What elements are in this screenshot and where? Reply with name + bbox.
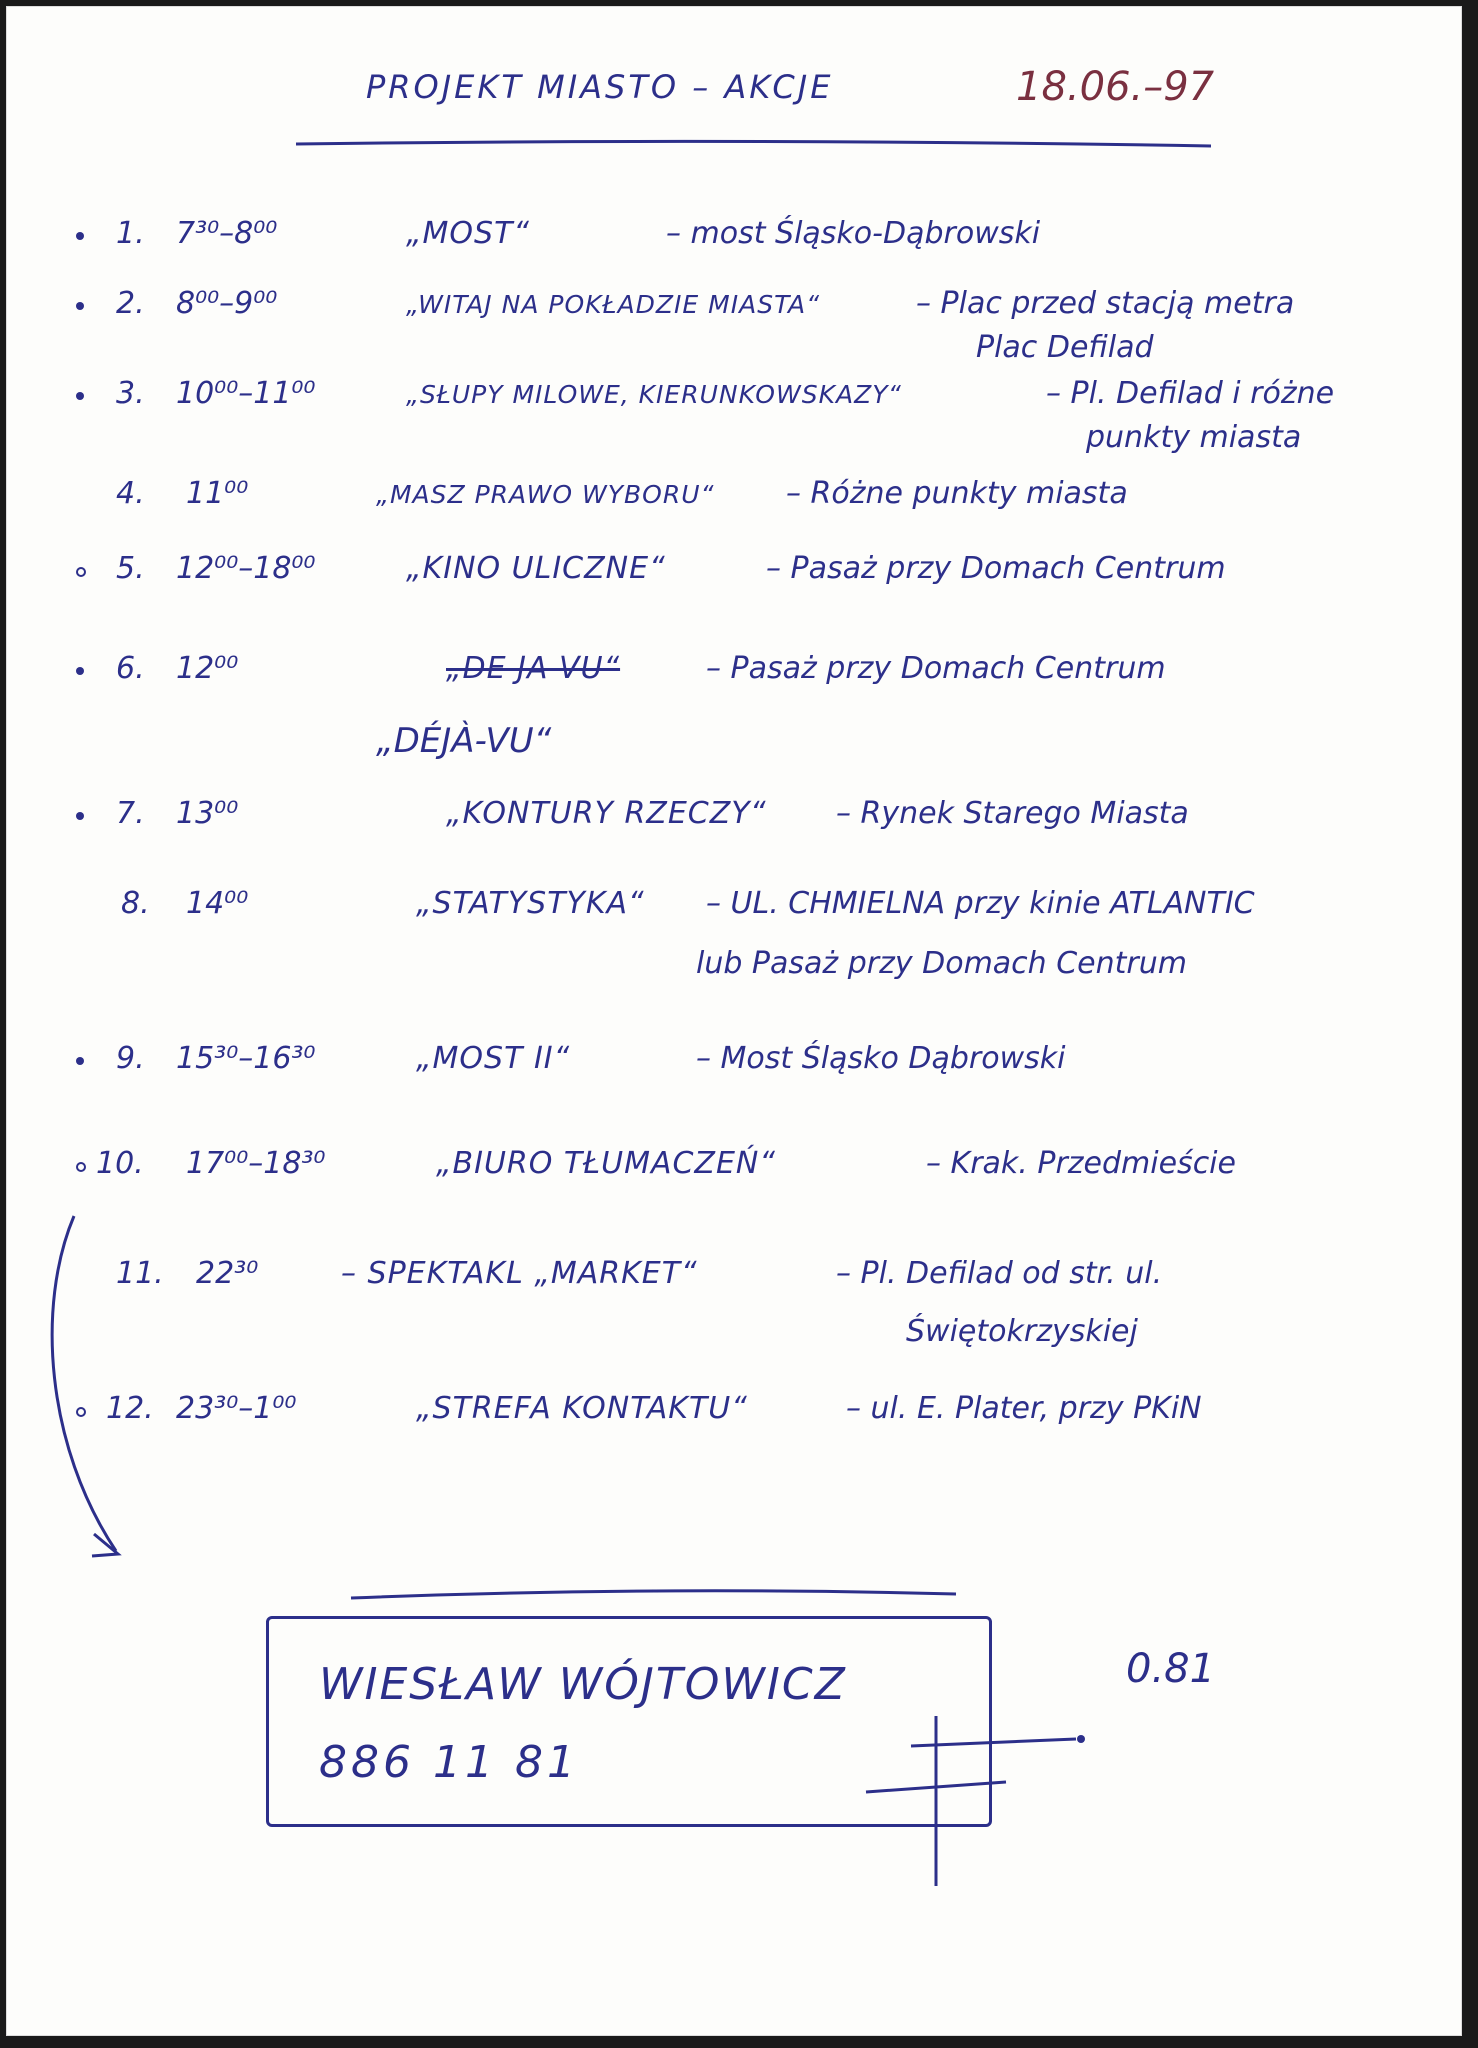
item-number: 7. (116, 796, 145, 831)
item-place: – Różne punkty miasta (786, 476, 1128, 511)
item-name-struck: „DE JA VU“ (446, 651, 621, 686)
date-note: 18.06.–97 (1016, 64, 1215, 110)
item-time: 14⁰⁰ (186, 886, 249, 921)
item-number: 3. (116, 376, 145, 411)
item-name: „MOST II“ (416, 1041, 571, 1076)
item-place: – Pasaż przy Domach Centrum (766, 551, 1226, 586)
item-name: – SPEKTAKL „MARKET“ (341, 1256, 698, 1291)
item-time: 8⁰⁰–9⁰⁰ (176, 286, 278, 321)
pointer-dot (1077, 1735, 1085, 1743)
item-number: 12. (106, 1391, 154, 1426)
item-place-line2: Plac Defilad (976, 330, 1154, 365)
item-place: – Pl. Defilad i różne (1046, 376, 1335, 411)
item-time: 15³⁰–16³⁰ (176, 1041, 316, 1076)
contact-name: WIESŁAW WÓJTOWICZ (319, 1659, 847, 1710)
item-place: – ul. E. Plater, przy PKiN (846, 1391, 1202, 1426)
page-title: PROJEKT MIASTO – AKCJE (366, 68, 834, 106)
item-number: 9. (116, 1041, 145, 1076)
item-place: – Pasaż przy Domach Centrum (706, 651, 1166, 686)
arrowhead-icon (92, 1534, 118, 1556)
side-note-value: 0.81 (1126, 1646, 1216, 1692)
item-name: „STREFA KONTAKTU“ (416, 1391, 748, 1426)
contact-phone: 886 11 81 (319, 1737, 579, 1788)
item-time: 10⁰⁰–11⁰⁰ (176, 376, 316, 411)
item-name: „BIURO TŁUMACZEŃ“ (436, 1146, 776, 1181)
item-place: – Pl. Defilad od str. ul. (836, 1256, 1163, 1291)
contact-box (266, 1616, 992, 1827)
item-name-correction: „DÉJÀ-VU“ (376, 721, 552, 761)
item-place: – Krak. Przedmieście (926, 1146, 1236, 1181)
item-place: – Rynek Starego Miasta (836, 796, 1189, 831)
item-name: „KONTURY RZECZY“ (446, 796, 767, 831)
item-number: 2. (116, 286, 145, 321)
item-time: 17⁰⁰–18³⁰ (186, 1146, 326, 1181)
item-time: 13⁰⁰ (176, 796, 239, 831)
item-number: 10. (96, 1146, 144, 1181)
item-number: 5. (116, 551, 145, 586)
item-place: – Plac przed stacją metra (916, 286, 1295, 321)
item-time: 12⁰⁰–18⁰⁰ (176, 551, 316, 586)
separator-line (351, 1591, 956, 1598)
item-time: 11⁰⁰ (186, 476, 249, 511)
item-number: 4. (116, 476, 145, 511)
item-place: – most Śląsko-Dąbrowski (666, 216, 1041, 251)
item-number: 1. (116, 216, 145, 251)
item-place: – UL. CHMIELNA przy kinie ATLANTIC (706, 886, 1255, 921)
item-number: 6. (116, 651, 145, 686)
item-name: „STATYSTYKA“ (416, 886, 645, 921)
item-number: 8. (121, 886, 150, 921)
item-place-line2: lub Pasaż przy Domach Centrum (696, 946, 1187, 981)
item-place-line2: Świętokrzyskiej (906, 1314, 1138, 1349)
item-time: 22³⁰ (196, 1256, 259, 1291)
item-place: – Most Śląsko Dąbrowski (696, 1041, 1066, 1076)
item-name: „MOST“ (406, 216, 530, 251)
item-name: „KINO ULICZNE“ (406, 551, 666, 586)
item-name: „WITAJ NA POKŁADZIE MIASTA“ (406, 290, 821, 319)
item-place-line2: punkty miasta (1086, 420, 1302, 455)
bracket-arrow (52, 1216, 116, 1551)
item-time: 23³⁰–1⁰⁰ (176, 1391, 297, 1426)
document-page (6, 6, 1462, 2036)
item-time: 7³⁰–8⁰⁰ (176, 216, 278, 251)
item-time: 12⁰⁰ (176, 651, 239, 686)
item-name: „SŁUPY MILOWE, KIERUNKOWSKAZY“ (406, 380, 902, 409)
item-number: 11. (116, 1256, 164, 1291)
item-name: „MASZ PRAWO WYBORU“ (376, 480, 715, 509)
